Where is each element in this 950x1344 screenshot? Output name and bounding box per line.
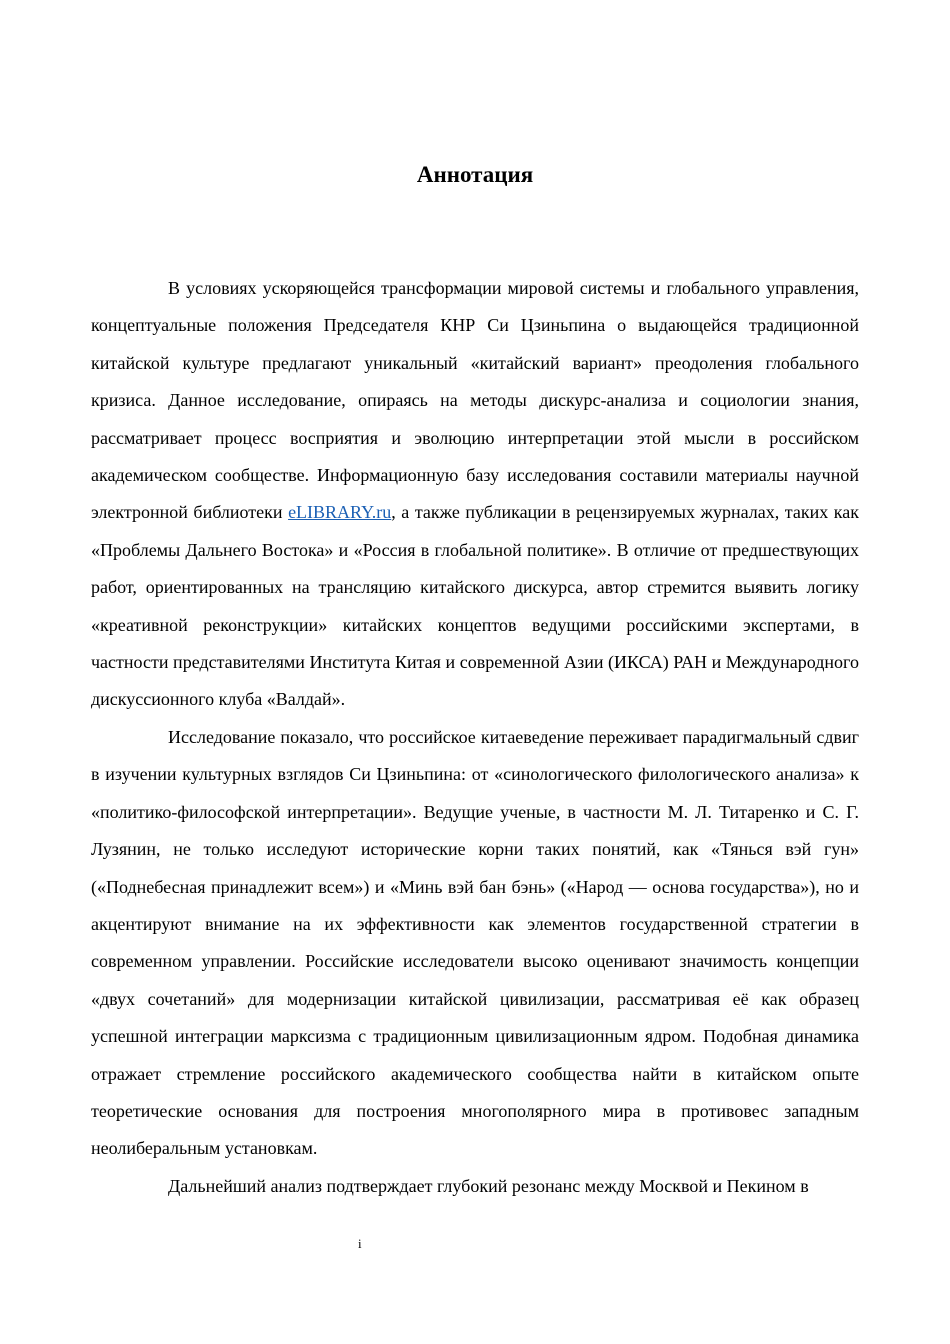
elibrary-link[interactable]: eLIBRARY.ru xyxy=(288,502,392,523)
paragraph-1 xyxy=(91,270,859,719)
abstract-body xyxy=(91,270,859,1205)
paragraph-1-text-after-link: , а также публикации в рецензируемых журналах, таких как «Проблемы Дальнего Востока» и «Россия в глобальной политике». В отличие от предшествующих работ, ориентированных на трансляцию китайского дискурса, автор стремится выявить логику «креативной реконструкции» китайских концептов ведущими российскими экспертами, в частности представителями Института Китая и современной Азии (ИКСА) РАН и Международного дискуссионного клуба «Валдай». xyxy=(91,502,859,710)
paragraph-2: Исследование показало, что российское китаеведение переживает парадигмальный сдвиг в изучении культурных взглядов Си Цзиньпина: от «синологического филологического анализа» к «политико-философской интерпретации». Ведущие ученые, в частности М. Л. Титаренко и С. Г. Лузянин, не только исследуют исторические корни таких понятий, как «Тянься вэй гун» («Поднебесная принадлежит всем») и «Минь вэй бан бэнь» («Народ — основа государства»), но и акцентируют внимание на их эффективности как элементов государственной стратегии в современном управлении. Российские исследователи высоко оценивают значимость концепции «двух сочетаний» для модернизации китайской цивилизации, рассматривая её как образец успешной интеграции марксизма с традиционным цивилизационным ядром. Подобная динамика отражает стремление российского академического сообщества найти в китайском опыте теоретические основания для построения многополярного мира в противовес западным неолиберальным установкам. xyxy=(91,726,859,1159)
paragraph-1-text-before-link: В условиях ускоряющейся трансформации мировой системы и глобального управления, концептуальные положения Председателя КНР Си Цзиньпина о выдающейся традиционной китайской культуре предлагают уникальный «китайский вариант» преодоления глобального кризиса. Данное исследование, опираясь на методы дискурс-анализа и социологии знания, рассматривает процесс восприятия и эволюцию интерпретации этой мысли в российском академическом сообществе. Информационную базу исследования составили материалы научной электронной библиотеки xyxy=(91,278,859,523)
paragraph-3: Дальнейший анализ подтверждает глубокий резонанс между Москвой и Пекином в xyxy=(168,1175,809,1196)
page-title: Аннотация xyxy=(416,162,534,187)
page-number: i xyxy=(358,1236,362,1251)
